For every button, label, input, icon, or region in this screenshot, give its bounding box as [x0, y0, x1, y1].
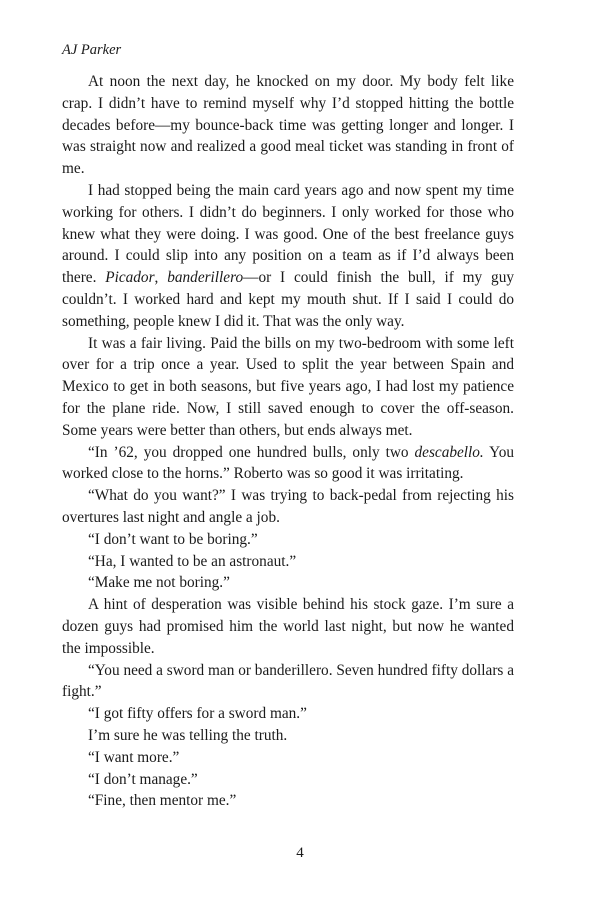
body-text [62, 71, 514, 812]
text-run: “I don’t manage.” [88, 770, 198, 788]
paragraph [62, 333, 514, 442]
paragraph [62, 71, 514, 180]
paragraph [62, 725, 514, 747]
text-run: A hint of desperation was visible behind his stock gaze. I’m sure a dozen guys had promised him the world last night, but now he wanted the impossible. [62, 596, 514, 657]
text-run: I had stopped being the main card years ago and now spent my time working for others. I didn’t do beginners. I only worked for those who knew what they were doing. I was good. One of the best freelance guys around. I could slip into any position on a team as if I’d always been there. [62, 181, 514, 287]
italic-text: Picador [105, 269, 155, 287]
paragraph [62, 703, 514, 725]
text-run: “What do you want?” I was trying to back-pedal from rejecting his overtures last night and angle a job. [62, 487, 514, 526]
paragraph [62, 660, 514, 704]
paragraph [62, 551, 514, 573]
paragraph [62, 442, 514, 486]
text-run: “I want more.” [88, 748, 180, 766]
text-run: “I don’t want to be boring.” [88, 530, 258, 548]
text-run: I’m sure he was telling the truth. [88, 726, 288, 744]
paragraph [62, 572, 514, 594]
paragraph [62, 485, 514, 529]
paragraph [62, 529, 514, 551]
italic-text: descabello. [414, 443, 484, 461]
text-run: You worked close to the horns.” Roberto was so good it was irritating. [62, 443, 514, 483]
text-run: “You need a sword man or banderillero. Seven hundred fifty dollars a fight.” [62, 661, 514, 701]
text-run: “Fine, then mentor me.” [88, 792, 237, 810]
text-run: , [154, 269, 168, 287]
text-run: “In ’62, you dropped one hundred bulls, only two [88, 443, 415, 461]
paragraph [62, 747, 514, 769]
paragraph [62, 769, 514, 791]
text-run: It was a fair living. Paid the bills on my two-bedroom with some left over for a trip once a year. Used to split the year between Spain and Mexico to get in both seasons, but five years ago, I had lost my patience for the plane ride. Now, I still saved enough to cover the off-season. Some years were better than others, but ends always met. [62, 334, 514, 439]
paragraph [62, 790, 514, 812]
text-run: At noon the next day, he knocked on my door. My body felt like crap. I didn’t have to remind myself why I’d stopped hitting the bottle decades before—my bounce-back time was getting longer and longer. I was straight now and realized a good meal ticket was standing in front of me. [62, 73, 514, 178]
page-number: 4 [296, 845, 304, 861]
text-run: “Ha, I wanted to be an astronaut.” [88, 552, 297, 570]
text-run: —or I could finish the bull, if my guy couldn’t. I worked hard and kept my mouth shut. If I said I could do something, people knew I did it. That was the only way. [62, 269, 514, 330]
text-run: “Make me not boring.” [88, 574, 230, 592]
text-run: “I got fifty offers for a sword man.” [88, 705, 307, 723]
italic-text: banderillero [167, 269, 244, 287]
paragraph [62, 594, 514, 659]
paragraph [62, 180, 514, 333]
running-head-author: AJ Parker [62, 42, 122, 58]
